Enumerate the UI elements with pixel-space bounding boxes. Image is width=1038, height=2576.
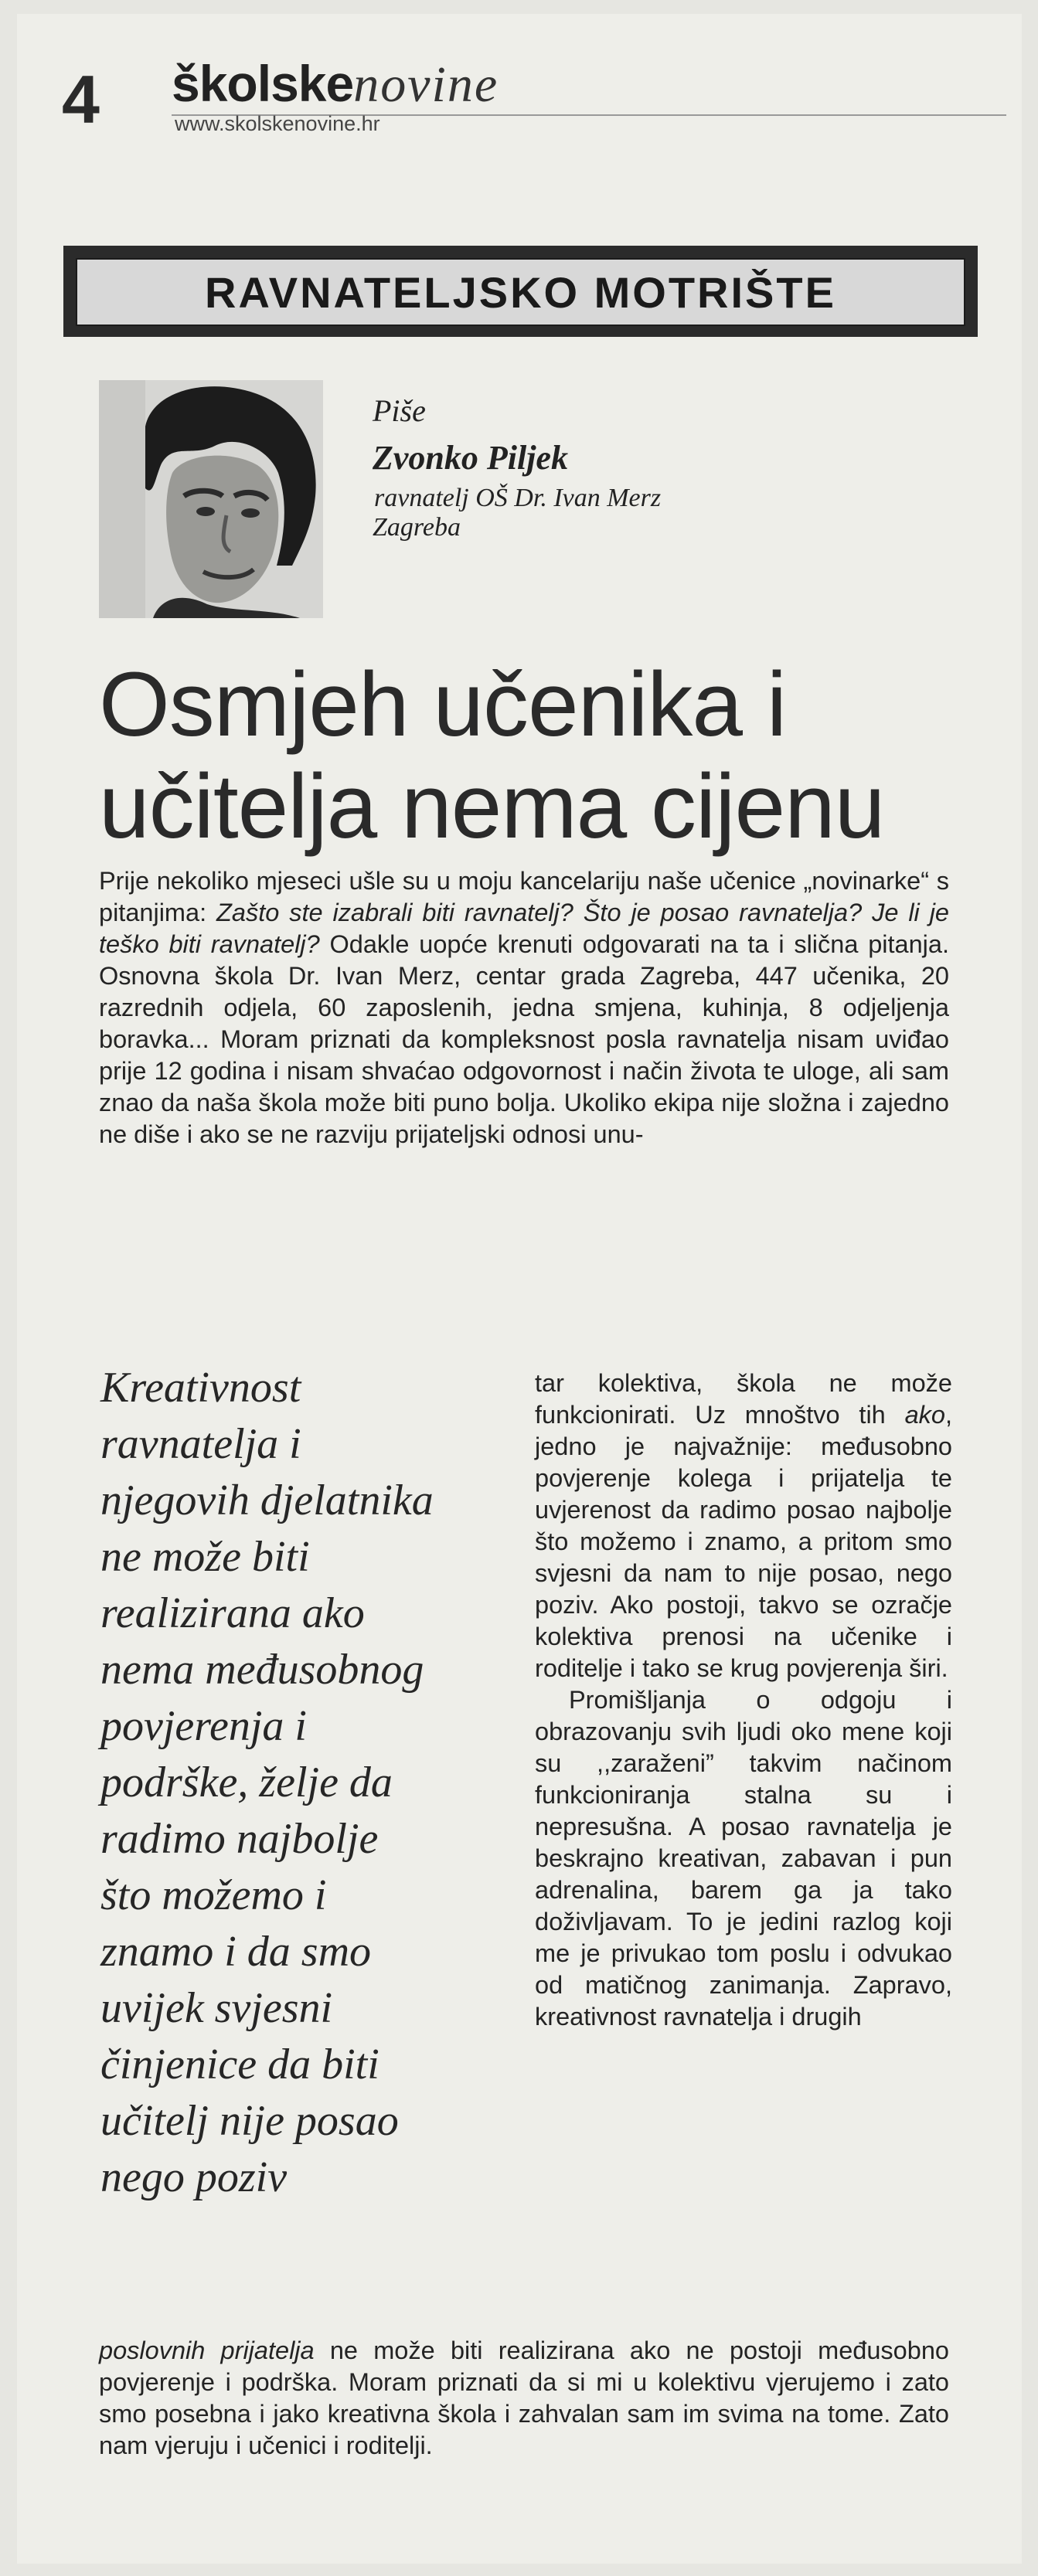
pull-quote-line: uvijek svjesni xyxy=(100,1984,333,2032)
lead-text-1: Prije nekoliko mjeseci ušle su u moju kancelariju naše učenice „novinarke“ s pitanjima: xyxy=(99,867,949,926)
pull-quote-line: radimo najbolje xyxy=(100,1815,379,1863)
byline-label: Piše xyxy=(373,393,426,428)
pull-quote-line: učitelj nije posao xyxy=(100,2097,399,2145)
pull-quote-line: ravnatelja i xyxy=(100,1420,301,1468)
pull-quote-line: ne može biti xyxy=(100,1533,310,1581)
section-banner xyxy=(76,258,965,326)
author-name: Zvonko Piljek xyxy=(373,439,568,477)
col1-text-a: tar kolektiva, škola ne može funkcionirati. Uz mnoštvo tih xyxy=(535,1369,952,1429)
pull-quote-line: realizirana ako xyxy=(100,1589,365,1637)
paragraph-trust xyxy=(535,1368,952,1684)
author-portrait-image xyxy=(99,380,323,618)
article-headline xyxy=(99,654,988,858)
pull-quote-line: povjerenja i xyxy=(100,1702,307,1750)
pull-quote-line: što možemo i xyxy=(100,1871,327,1919)
tail-italic: poslovnih prijatelja xyxy=(99,2336,315,2364)
author-city: Zagreba xyxy=(373,513,461,542)
pull-quote-line: nema međusobnog xyxy=(100,1646,424,1694)
logo-bold-part: školske xyxy=(172,55,354,112)
headline-line-2: učitelja nema cijenu xyxy=(99,756,885,858)
pull-quote-line: znamo i da smo xyxy=(100,1928,372,1976)
page-number: 4 xyxy=(62,61,100,138)
col1-ako: ako xyxy=(904,1401,945,1429)
logo-italic-part: novine xyxy=(353,56,499,113)
article-lead-paragraph xyxy=(99,865,949,1150)
byline xyxy=(373,393,661,542)
pull-quote-line: nego poziv xyxy=(100,2153,288,2201)
website-url: www.skolskenovine.hr xyxy=(175,112,380,135)
newspaper-logo xyxy=(172,54,499,114)
headline-line-1: Osmjeh učenika i xyxy=(99,654,787,756)
author-photo xyxy=(99,380,323,618)
lead-text-2: Odakle uopće krenuti odgovarati na ta i slična pitanja. Osnovna škola Dr. Ivan Merz, centar grada Zagreba, 447 učenika, 20 razrednih odjela, 60 zaposlenih, jedna smjena, kuhinja, 8 odjeljenja boravka... Moram priznati da kompleksnost posla ravnatelja nisam uviđao prije 12 godina i nisam shvaćao odgovornost i način života te uloge, ali sam znao da naša škola može biti puno bolja. Ukoliko ekipa nije složna i zajedno ne diše i ako se ne razviju prijateljski odnosi unu- xyxy=(99,930,949,1148)
article-right-column xyxy=(535,1368,952,2033)
author-role: ravnatelj OŠ Dr. Ivan Merz xyxy=(374,484,662,512)
pull-quote-line: Kreativnost xyxy=(100,1364,301,1412)
pull-quote-line: njegovih djelatnika xyxy=(100,1477,434,1524)
pull-quote-line: činjenice da biti xyxy=(100,2041,379,2088)
pull-quote xyxy=(100,1360,518,2206)
lead-questions: Zašto ste izabrali biti ravnatelj? Što je posao ravnatelja? Je li je teško biti ravnatelj? xyxy=(99,899,949,958)
pull-quote-line: podrške, želje da xyxy=(100,1759,393,1806)
col1-text-b: , jedno je najvažnije: međusobno povjerenje kolega i prijatelja te uvjerenost da radimo posao najbolje što možemo i znamo, a pritom smo svjesni da nam to nije posao, nego poziv. Ako postoji, takvo se ozračje kolektiva prenosi na učenike i roditelje i tako se krug povjerenja širi. xyxy=(535,1401,952,1682)
section-title: RAVNATELJSKO MOTRIŠTE xyxy=(205,267,836,317)
tail-text: ne može biti realizirana ako ne postoji međusobno povjerenje i podrška. Moram priznati da si mi u kolektivu vjerujemo i zato smo posebna i jako kreativna škola i zahvalan sam im svima na tome. Zato nam vjeruju i učenici i roditelji. xyxy=(99,2336,949,2459)
paragraph-reflections: Promišljanja o odgoju i obrazovanju svih ljudi oko mene koji su ,,zaraženi” takvim načinom funkcioniranja stalna su i nepresušna. A posao ravnatelja je beskrajno kreativan, zabavan i pun adrenalina, barem ga ja tako doživljavam. To je jedini razlog koji me je privukao tom poslu i odvukao od matičnog zanimanja. Zapravo, kreativnost ravnatelja i drugih xyxy=(535,1686,952,2031)
article-closing-paragraph xyxy=(99,2335,949,2462)
